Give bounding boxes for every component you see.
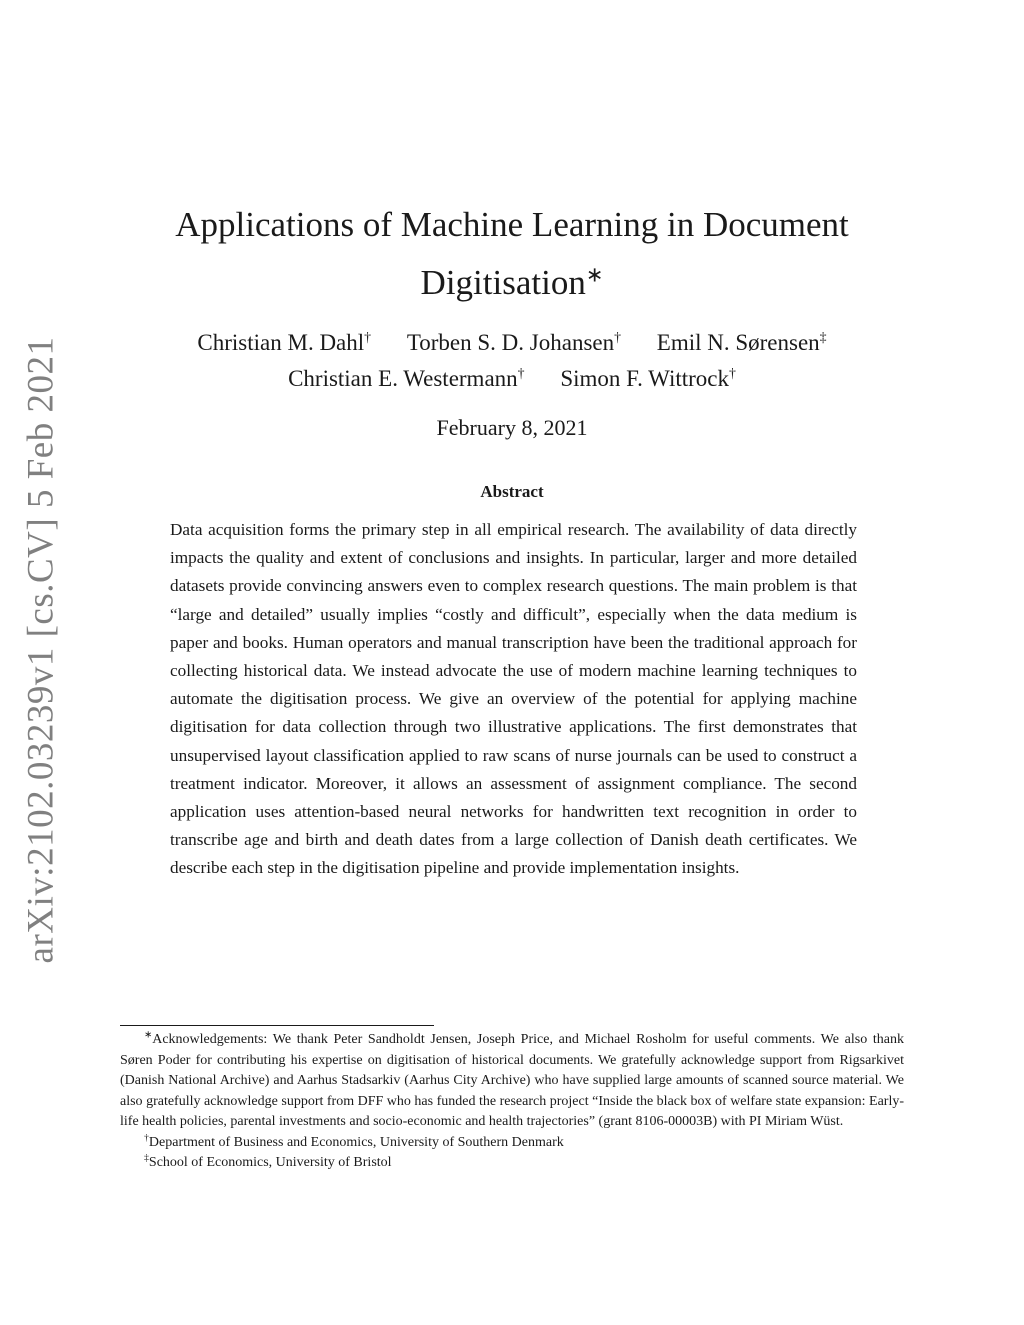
- author-affiliation-mark: †: [364, 329, 372, 345]
- author-affiliation-mark: †: [614, 329, 622, 345]
- footnote-text: School of Economics, University of Bristol: [148, 1155, 392, 1170]
- title-text: Applications of Machine Learning in Document Digitisation: [175, 205, 849, 302]
- footnote-affiliation-bristol: [120, 1153, 904, 1174]
- arxiv-identifier-stamp: arXiv:2102.03239v1 [cs.CV] 5 Feb 2021: [20, 336, 62, 964]
- author-affiliation-mark: †: [517, 365, 525, 381]
- author-name: Torben S. D. Johansen: [406, 330, 615, 355]
- footnote-mark: †: [144, 1131, 149, 1143]
- author: [407, 330, 621, 355]
- footnote-mark: ‡: [144, 1152, 149, 1164]
- footnote-text: Department of Business and Economics, University of Southern Denmark: [148, 1134, 564, 1150]
- author-affiliation-mark: ‡: [819, 329, 827, 345]
- author: [560, 366, 736, 391]
- publication-date: February 8, 2021: [436, 415, 588, 440]
- footnote-mark: ∗: [144, 1029, 153, 1041]
- author: [657, 330, 827, 355]
- footnote-text: Acknowledgements: We thank Peter Sandholdt Jensen, Joseph Price, and Michael Rosholm for useful comments. We also thank Søren Poder for contributing his expertise on digitisation of historical documents. We gratefully acknowledge support from Rigsarkivet (Danish National Archive) and Aarhus Stadsarkiv (Aarhus City Archive) who have supplied large amounts of scanned source material. We also gratefully acknowledge support from DFF who has funded the research project “Inside the black box of welfare state expansion: Early-life health policies, parental investments and socio-economic and health trajectories” (grant 8106-00003B) with PI Miriam Wüst.: [120, 1032, 904, 1129]
- abstract-heading: Abstract: [480, 482, 544, 501]
- footnote-affiliation-sdu: [120, 1133, 904, 1154]
- author-name: Emil N. Sørensen: [656, 330, 820, 355]
- author-name: Christian E. Westermann: [288, 366, 518, 391]
- footnote-acknowledgements: [120, 1030, 904, 1133]
- author-name: Simon F. Wittrock: [560, 366, 730, 391]
- author-row: [120, 361, 904, 397]
- footnotes: [120, 1030, 904, 1174]
- author-list: [120, 325, 904, 397]
- author: [288, 366, 525, 391]
- author-row: [120, 325, 904, 361]
- footnote-divider: [120, 1025, 434, 1026]
- abstract-body: Data acquisition forms the primary step in all empirical research. The availability of data directly impacts the quality and extent of conclusions and insights. In particular, larger and more detailed datasets provide convincing answers even to complex research questions. The main problem is that “large and detailed” usually implies “costly and difficult”, especially when the data medium is paper and books. Human operators and manual transcription have been the traditional approach for collecting historical data. We instead advocate the use of modern machine learning techniques to automate the digitisation process. We give an overview of the potential for applying machine digitisation for data collection through two illustrative applications. The first demonstrates that unsupervised layout classification applied to raw scans of nurse journals can be used to construct a treatment indicator. Moreover, it allows an assessment of assignment compliance. The second application uses attention-based neural networks for handwritten text recognition in order to transcribe age and birth and death dates from a large collection of Danish death certificates. We describe each step in the digitisation pipeline and provide implementation insights.: [170, 520, 857, 878]
- title-footnote-mark: ∗: [585, 262, 604, 287]
- author-name: Christian M. Dahl: [197, 330, 365, 355]
- author: [197, 330, 371, 355]
- author-affiliation-mark: †: [729, 365, 736, 381]
- paper-title: [160, 196, 864, 312]
